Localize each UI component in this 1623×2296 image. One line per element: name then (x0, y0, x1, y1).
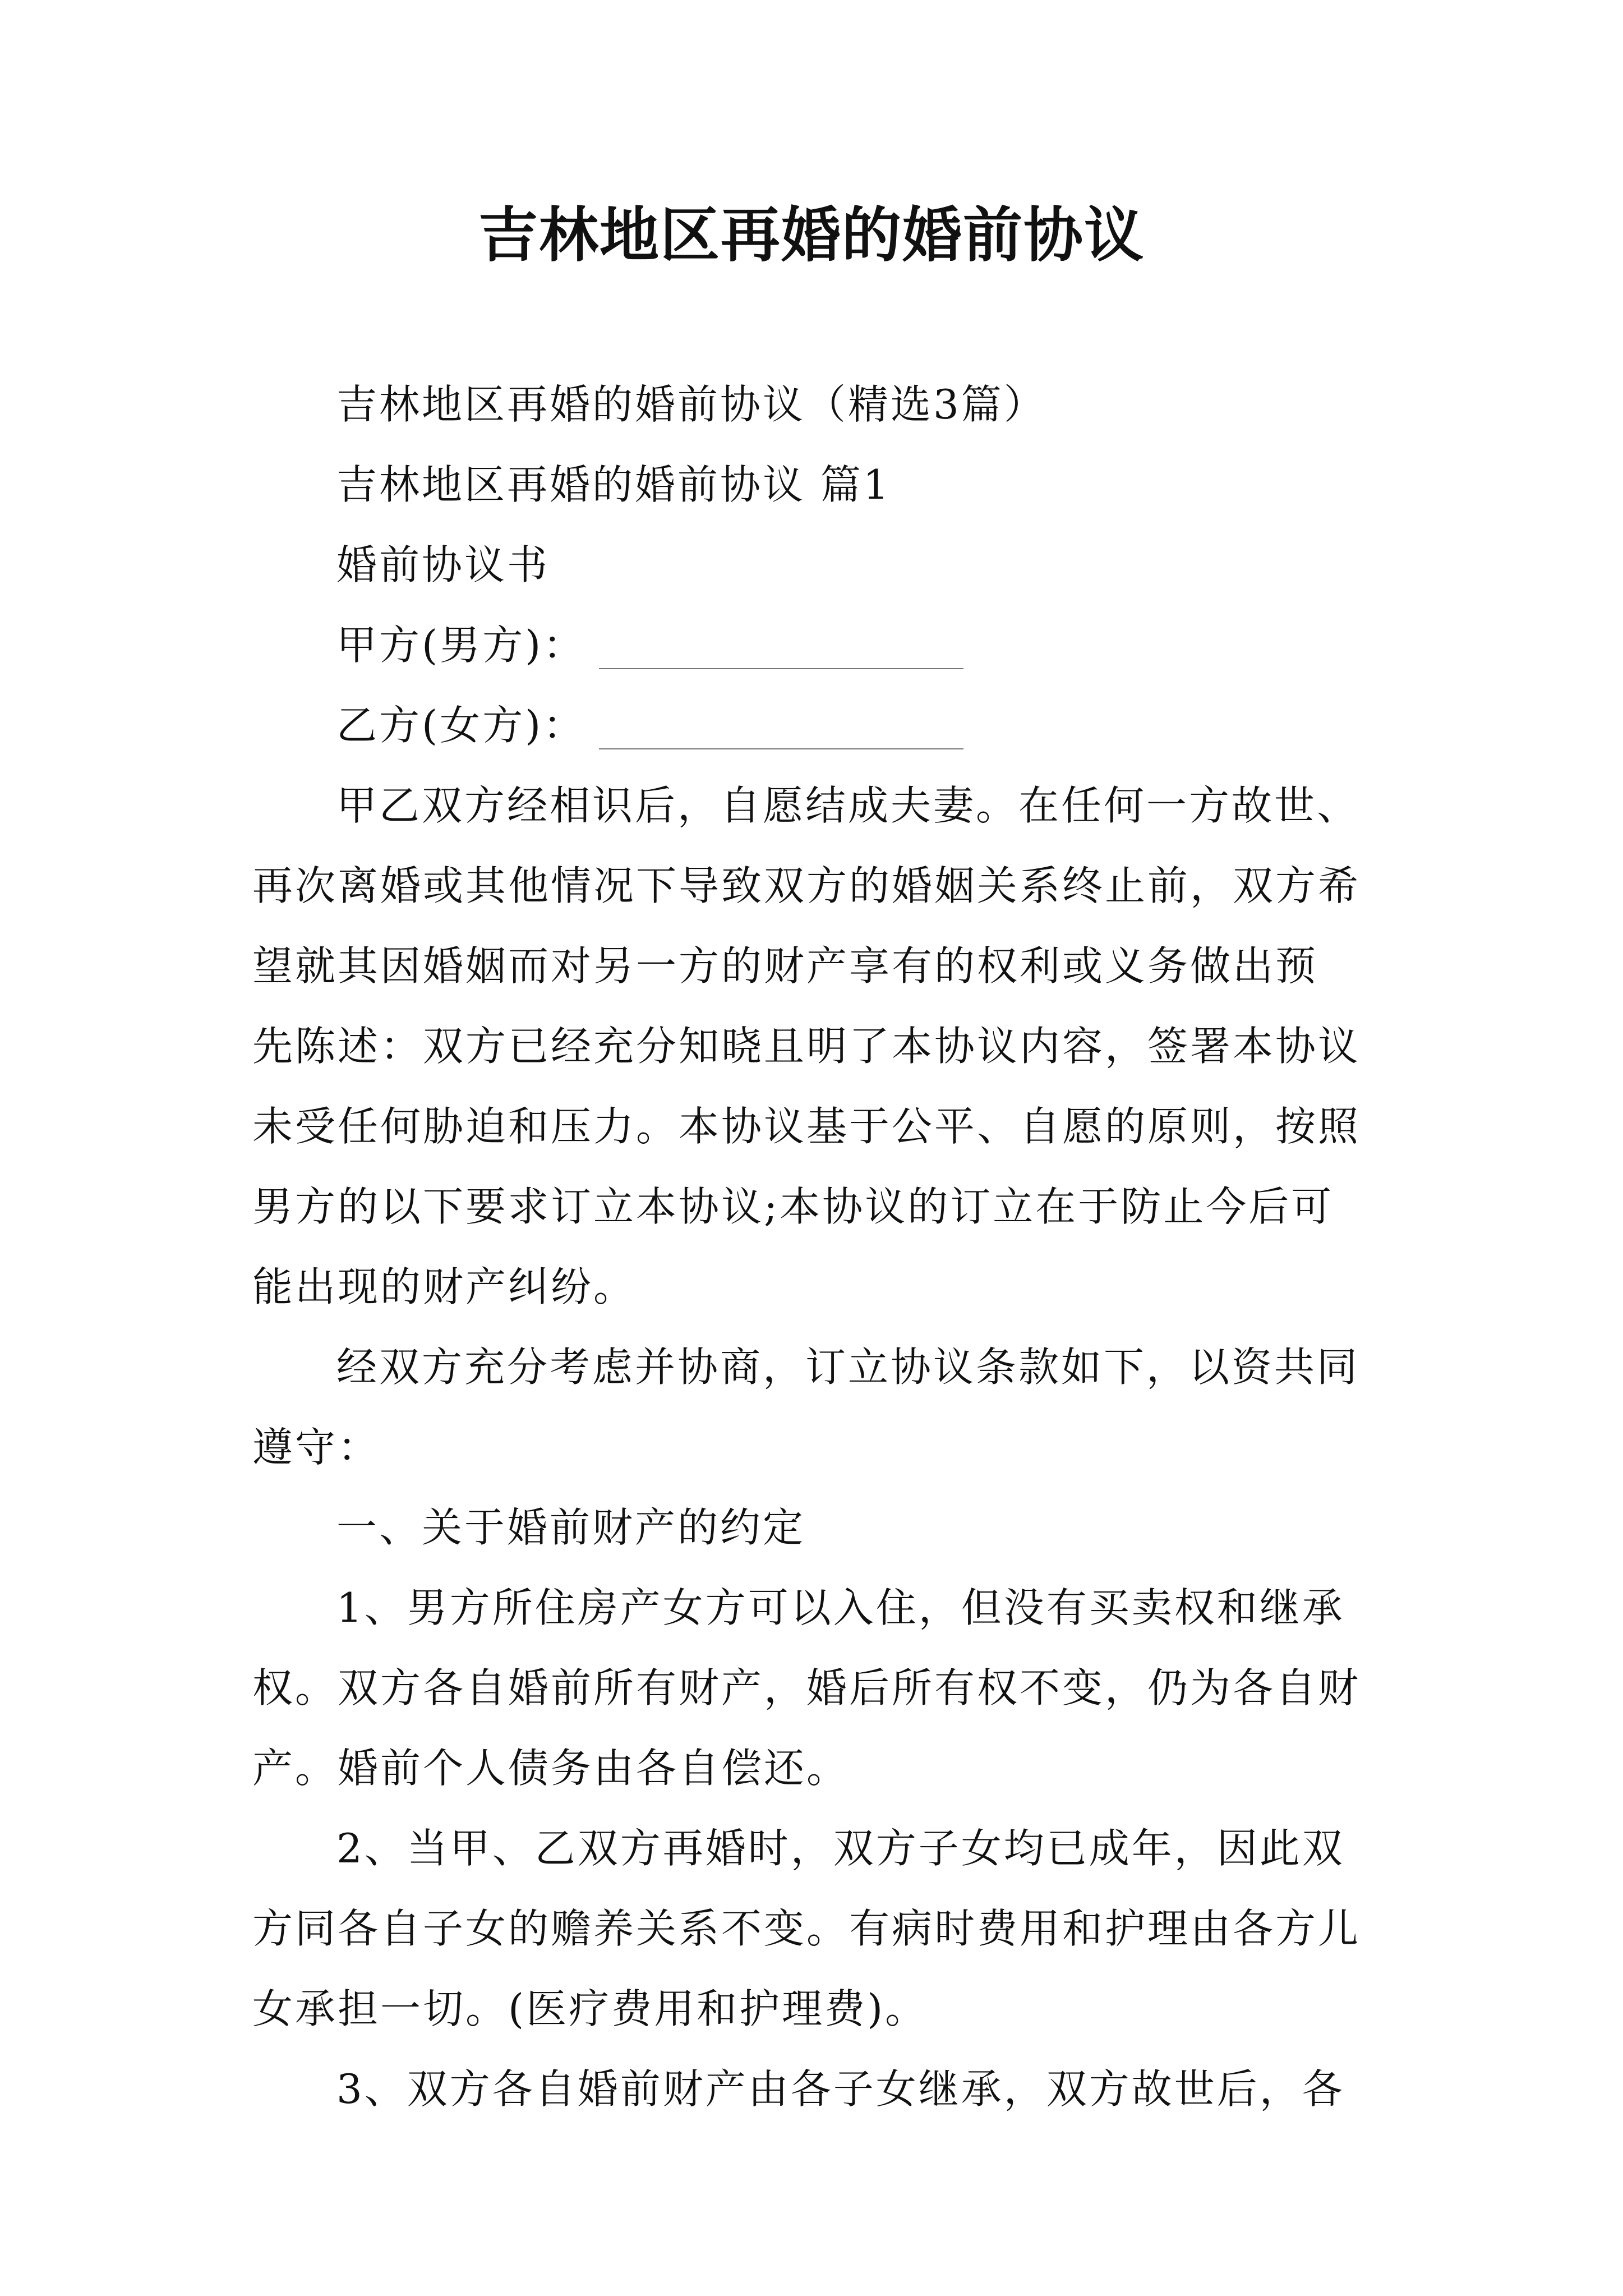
party-a-line (252, 605, 1402, 685)
document-body (252, 365, 1402, 2129)
paragraph-line: 1、男方所住房产女方可以入住，但没有买卖权和继承 (336, 1584, 1345, 1631)
party-b-line (252, 685, 1402, 766)
paragraph-line: 婚前协议书 (336, 541, 550, 588)
party-b-blank-field (599, 708, 963, 749)
paragraph-line: 产。婚前个人债务由各自偿还。 (252, 1745, 850, 1792)
party-a-blank-field (599, 628, 963, 669)
party-b-label: 乙方(女方)： (336, 702, 586, 749)
paragraph-line: 先陈述：双方已经充分知晓且明了本协议内容，签署本协议 (252, 1023, 1361, 1070)
paragraph-line: 未受任何胁迫和压力。本协议基于公平、自愿的原则，按照 (252, 1103, 1361, 1150)
paragraph-line: 再次离婚或其他情况下导致双方的婚姻关系终止前，双方希 (252, 862, 1361, 909)
paragraph-line: 女承担一切。(医疗费用和护理费)。 (252, 1985, 928, 2032)
paragraph-line: 男方的以下要求订立本协议;本协议的订立在于防止今后可 (252, 1183, 1334, 1230)
paragraph-line: 吉林地区再婚的婚前协议（精选3篇） (336, 381, 1046, 428)
paragraph-line: 吉林地区再婚的婚前协议 篇1 (336, 461, 891, 508)
paragraph-line: 望就其因婚姻而对另一方的财产享有的权利或义务做出预 (252, 942, 1318, 990)
paragraph-line: 权。双方各自婚前所有财产，婚后所有权不变，仍为各自财 (252, 1664, 1361, 1711)
paragraph-line: 经双方充分考虑并协商，订立协议条款如下，以资共同 (336, 1343, 1360, 1391)
paragraph-line: 能出现的财产纠纷。 (252, 1263, 637, 1310)
section-heading: 一、关于婚前财产的约定 (336, 1504, 806, 1551)
paragraph-line: 方同各自子女的赡养关系不变。有病时费用和护理由各方儿 (252, 1905, 1361, 1952)
paragraph-line: 2、当甲、乙双方再婚时，双方子女均已成年，因此双 (336, 1825, 1345, 1872)
paragraph-line: 3、双方各自婚前财产由各子女继承，双方故世后，各 (336, 2065, 1345, 2113)
document-title: 吉林地区再婚的婚前协议 (478, 201, 1145, 270)
party-a-label: 甲方(男方)： (336, 622, 586, 669)
paragraph-line: 甲乙双方经相识后，自愿结成夫妻。在任何一方故世、 (336, 782, 1360, 829)
paragraph-line: 遵守： (252, 1424, 381, 1471)
